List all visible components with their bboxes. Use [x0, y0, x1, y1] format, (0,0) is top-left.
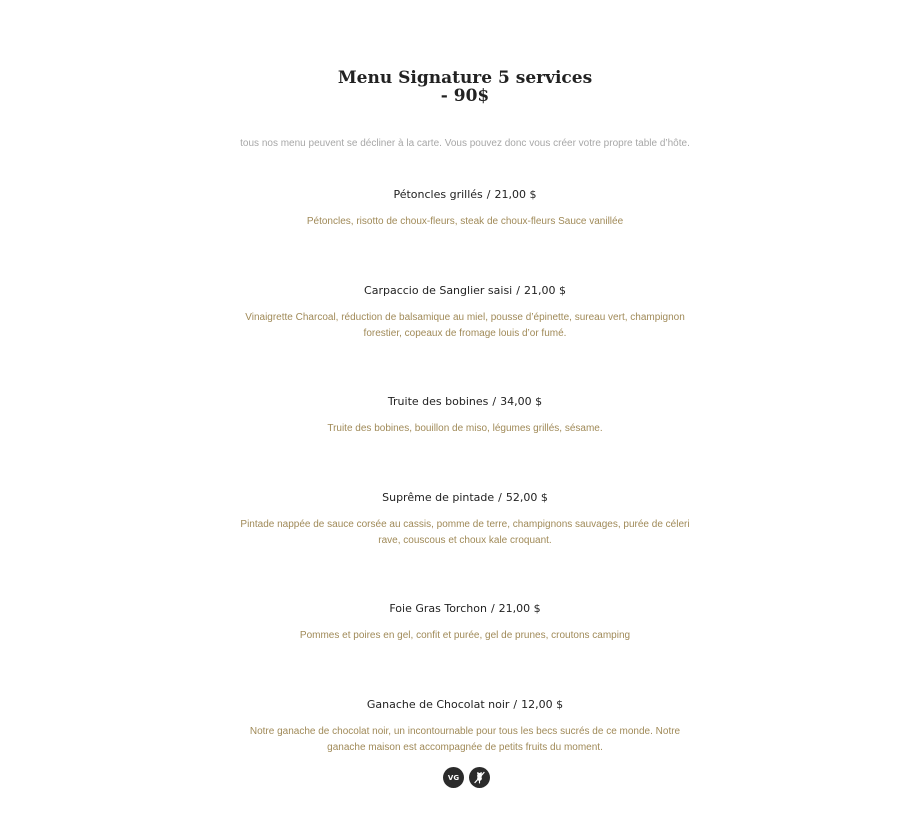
menu-item-price: 52,00 $ [505, 491, 548, 504]
menu-item [230, 284, 700, 342]
menu-item [230, 395, 700, 437]
menu-item-heading [230, 698, 700, 712]
menu-item-name: Ganache de Chocolat noir [366, 698, 510, 711]
menu-item-description: Pétoncles, risotto de choux-fleurs, steak de choux-fleurs Sauce vanillée [306, 216, 624, 227]
menu-item-description: Pintade nappée de sauce corsée au cassis, pomme de terre, champignons sauvages, purée de céleri rave, couscous et choux kale croquant. [240, 519, 690, 546]
menu-item-separator: / [490, 602, 495, 615]
menu-item-name: Foie Gras Torchon [389, 602, 487, 615]
menu-title [0, 69, 900, 105]
menu-item-separator: / [498, 491, 502, 504]
menu-item [230, 698, 700, 756]
menu-title-name: Menu Signature 5 services [337, 68, 593, 88]
menu-item-separator: / [486, 188, 491, 201]
dietary-badges [443, 767, 490, 788]
menu-item-description: Notre ganache de chocolat noir, un incontournable pour tous les becs sucrés de ce monde. Notre ganache maison est accompagnée de petits fruits du moment. [249, 726, 681, 753]
menu-item-description: Vinaigrette Charcoal, réduction de balsamique au miel, pousse d’épinette, sureau vert, champignon forestier, copeaux de fromage louis d’or fumé. [245, 312, 685, 339]
menu-item-price: 21,00 $ [523, 284, 566, 297]
menu-title-price: - 90$ [440, 86, 490, 106]
menu-item-heading [230, 395, 700, 409]
menu-item-name: Carpaccio de Sanglier saisi [364, 284, 513, 297]
gluten-free-icon [469, 767, 490, 788]
menu-item-description: Truite des bobines, bouillon de miso, légumes grillés, sésame. [327, 423, 603, 434]
menu-item-name: Pétoncles grillés [393, 188, 483, 201]
menu-item [230, 188, 700, 230]
menu-item [230, 602, 700, 644]
menu-intro-text: tous nos menu peuvent se décliner à la carte. Vous pouvez donc vous créer votre propre table d’hôte. [240, 138, 690, 149]
menu-item-price: 34,00 $ [500, 395, 543, 408]
wheat-crossed-icon [473, 771, 486, 784]
menu-item-description: Pommes et poires en gel, confit et purée, gel de prunes, croutons camping [299, 630, 631, 641]
menu-item-price: 21,00 $ [498, 602, 541, 615]
menu-item-separator: / [516, 284, 520, 297]
menu-item-heading [230, 188, 700, 202]
menu-item-name: Truite des bobines [387, 395, 489, 408]
menu-item-separator: / [513, 698, 518, 711]
menu-item-heading [230, 284, 700, 298]
vegetarian-badge: VG [443, 767, 464, 788]
menu-item-heading [230, 602, 700, 616]
menu-item-name: Suprême de pintade [382, 491, 495, 504]
menu-item-price: 12,00 $ [521, 698, 564, 711]
menu-item-heading [230, 491, 700, 505]
menu-item [230, 491, 700, 549]
menu-item-separator: / [492, 395, 497, 408]
menu-item-price: 21,00 $ [494, 188, 537, 201]
